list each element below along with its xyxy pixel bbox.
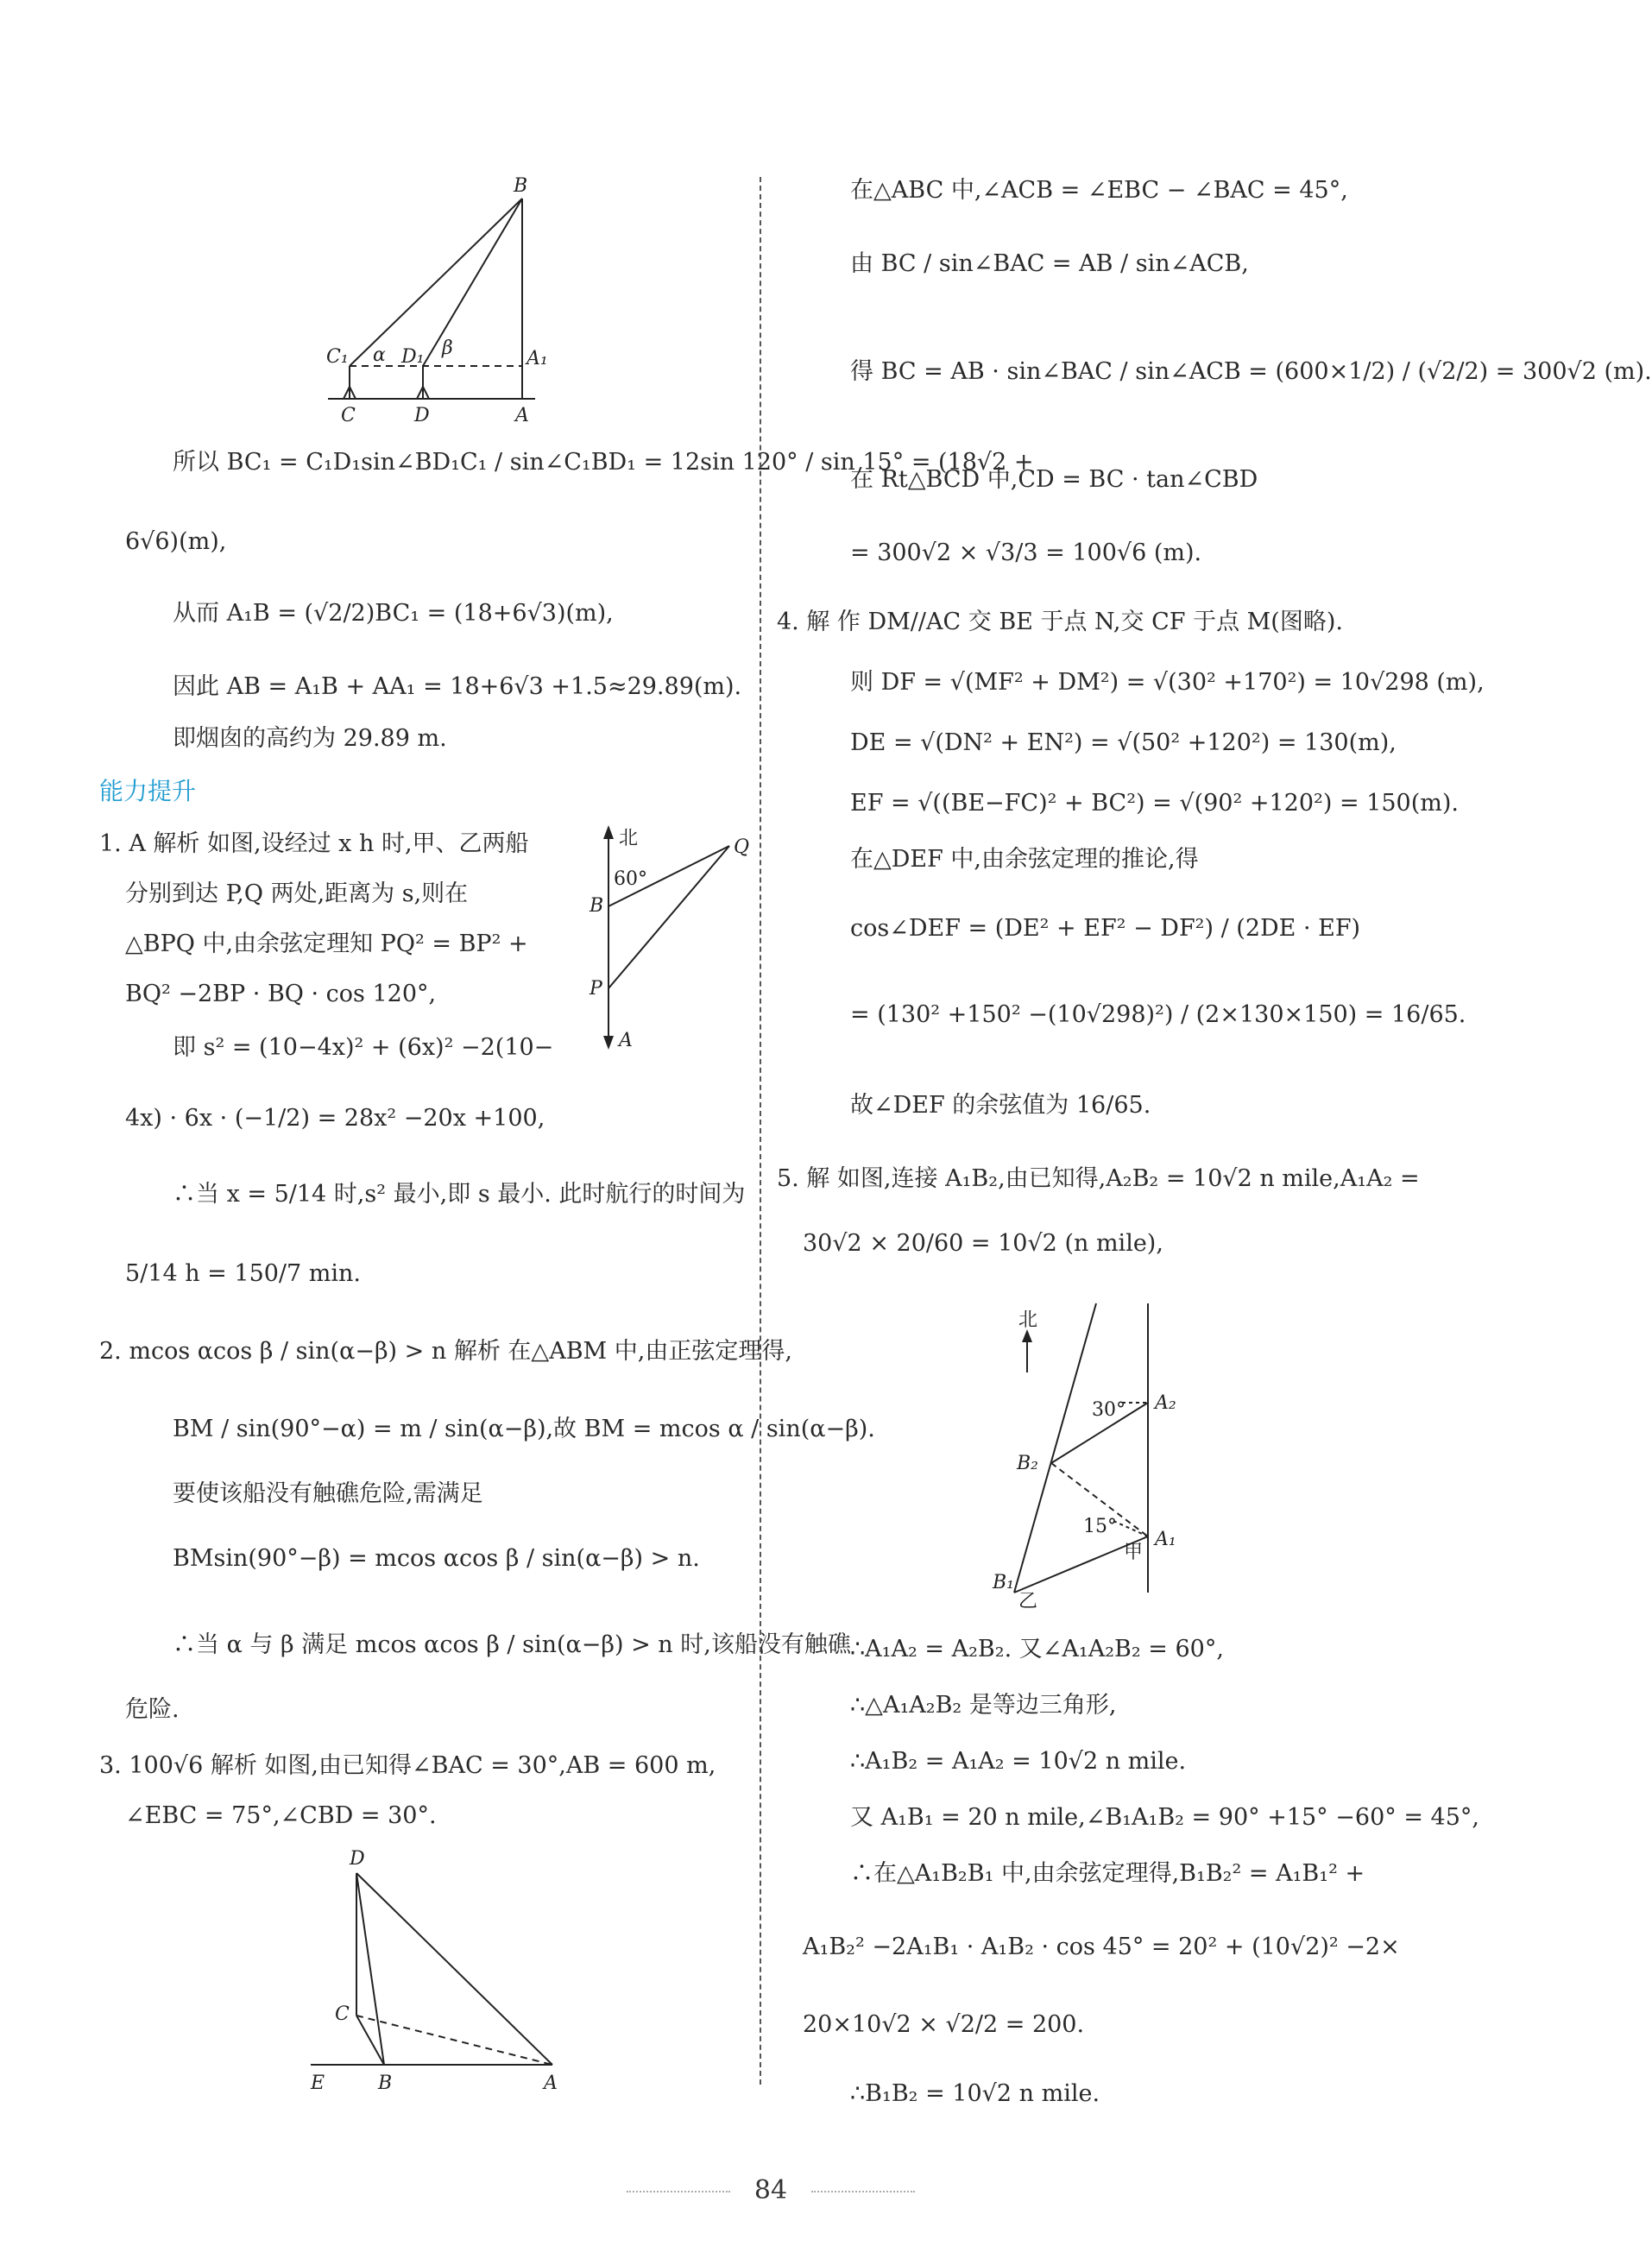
fig4-north-label: 北 xyxy=(1018,1309,1038,1331)
text-r8: DE = √(DN² + EN²) = √(50² +120²) = 130(m), xyxy=(850,729,1397,756)
text-l2: 6√6)(m), xyxy=(125,528,227,555)
text-q1-g: ∴当 x = 5/14 时,s² 最小,即 s 最小. 此时航行的时间为 xyxy=(173,1181,746,1208)
fig2-label-A: A xyxy=(619,1030,633,1051)
text-q1-h: 5/14 h = 150/7 min. xyxy=(125,1260,361,1287)
text-r13: 故∠DEF 的余弦值为 16/65. xyxy=(850,1092,1151,1119)
text-q1-f: 4x) · 6x · (−1/2) = 28x² −20x +100, xyxy=(125,1105,545,1132)
fig2-angle: 60° xyxy=(614,868,647,890)
text-l4: 因此 AB = A₁B + AA₁ = 18+6√3 +1.5≈29.89(m). xyxy=(173,673,742,700)
text-q3-b: ∠EBC = 75°,∠CBD = 30°. xyxy=(125,1802,437,1829)
text-r22: 20×10√2 × √2/2 = 200. xyxy=(803,2011,1085,2038)
text-r4: 在 Rt△BCD 中,CD = BC · tan∠CBD xyxy=(850,466,1258,493)
text-r3: 得 BC = AB · sin∠BAC / sin∠ACB = (600×1/2) / (√2/2) = 300√2 (m). xyxy=(850,358,1652,385)
text-q1-c: △BPQ 中,由余弦定理知 PQ² = BP² + xyxy=(125,931,528,957)
text-r7: 则 DF = √(MF² + DM²) = √(30² +170²) = 10√298 (m), xyxy=(850,669,1485,696)
text-r9: EF = √((BE−FC)² + BC²) = √(90² +120²) = 150(m). xyxy=(850,790,1459,817)
text-r1: 在△ABC 中,∠ACB = ∠EBC − ∠BAC = 45°, xyxy=(850,177,1348,204)
figure-chimney xyxy=(311,173,561,429)
footer-rule-right xyxy=(811,2191,915,2192)
text-r16: ∴A₁A₂ = A₂B₂. 又∠A₁A₂B₂ = 60°, xyxy=(850,1636,1224,1662)
text-l5: 即烟囱的高约为 29.89 m. xyxy=(173,725,447,752)
fig3-label-B: B xyxy=(378,2073,393,2094)
fig2-label-B: B xyxy=(590,895,604,917)
fig1-label-beta: β xyxy=(442,338,453,359)
fig2-label-Q: Q xyxy=(734,836,750,858)
text-q2-e: ∴当 α 与 β 满足 mcos αcos β / sin(α−β) > n 时,该船没有触礁 xyxy=(173,1631,851,1658)
text-r21: A₁B₂² −2A₁B₁ · A₁B₂ · cos 45° = 20² + (10√2)² −2× xyxy=(803,1934,1400,1960)
fig3-label-E: E xyxy=(311,2073,325,2094)
text-r2: 由 BC / sin∠BAC = AB / sin∠ACB, xyxy=(850,250,1249,277)
fig4-label-B1: B₁ xyxy=(993,1572,1014,1593)
text-q2-d: BMsin(90°−β) = mcos αcos β / sin(α−β) > n. xyxy=(173,1545,700,1572)
text-q2-a: 2. mcos αcos β / sin(α−β) > n 解析 在△ABM 中,由正弦定理得, xyxy=(99,1338,792,1365)
text-q2-b: BM / sin(90°−α) = m / sin(α−β),故 BM = mcos α / sin(α−β). xyxy=(173,1416,875,1442)
text-q2-f: 危险. xyxy=(125,1696,180,1723)
figure-ships xyxy=(583,820,764,1059)
text-r14: 5. 解 如图,连接 A₁B₂,由已知得,A₂B₂ = 10√2 n mile,A₁A₂ = xyxy=(777,1165,1420,1192)
text-r18: ∴A₁B₂ = A₁A₂ = 10√2 n mile. xyxy=(850,1748,1187,1775)
text-r5: = 300√2 × √3/3 = 100√6 (m). xyxy=(850,539,1202,566)
page-footer xyxy=(0,2175,1542,2205)
text-l1: 所以 BC₁ = C₁D₁sin∠BD₁C₁ / sin∠C₁BD₁ = 12sin 120° / sin 15° = (18√2 + xyxy=(173,449,1034,476)
fig4-label-jia: 甲 xyxy=(1124,1542,1144,1563)
fig2-north-label: 北 xyxy=(619,828,639,849)
text-q3-a: 3. 100√6 解析 如图,由已知得∠BAC = 30°,AB = 600 m, xyxy=(99,1752,716,1779)
fig4-label-A1: A₁ xyxy=(1155,1529,1176,1550)
fig1-label-A: A xyxy=(515,405,529,426)
text-r15: 30√2 × 20/60 = 10√2 (n mile), xyxy=(803,1230,1163,1257)
fig1-label-B: B xyxy=(514,175,528,197)
text-r12: = (130² +150² −(10√298)²) / (2×130×150) = 16/65. xyxy=(850,1001,1466,1028)
figure-tower xyxy=(302,1847,578,2104)
text-r19: 又 A₁B₁ = 20 n mile,∠B₁A₁B₂ = 90° +15° −60° = 45°, xyxy=(850,1804,1479,1831)
text-q2-c: 要使该船没有触礁危险,需满足 xyxy=(173,1480,483,1507)
figure-navigation xyxy=(993,1295,1217,1612)
fig1-label-A1: A₁ xyxy=(526,348,548,369)
text-l3: 从而 A₁B = (√2/2)BC₁ = (18+6√3)(m), xyxy=(173,600,614,627)
fig4-label-yi: 乙 xyxy=(1018,1591,1038,1612)
fig2-label-P: P xyxy=(590,978,602,1000)
fig1-label-D: D xyxy=(414,405,430,426)
text-r6: 4. 解 作 DM//AC 交 BE 于点 N,交 CF 于点 M(图略). xyxy=(777,609,1343,635)
text-q1-b: 分别到达 P,Q 两处,距离为 s,则在 xyxy=(125,880,469,907)
fig4-label-A2: A₂ xyxy=(1155,1392,1176,1414)
fig1-label-C1: C₁ xyxy=(326,346,349,368)
section-heading: 能力提升 xyxy=(99,777,197,805)
fig4-label-B2: B₂ xyxy=(1017,1453,1038,1474)
fig4-angle-15: 15° xyxy=(1083,1516,1117,1537)
text-r11: cos∠DEF = (DE² + EF² − DF²) / (2DE · EF) xyxy=(850,915,1361,942)
text-r20: ∴在△A₁B₂B₁ 中,由余弦定理得,B₁B₂² = A₁B₁² + xyxy=(850,1860,1365,1887)
fig4-angle-30: 30° xyxy=(1092,1399,1126,1421)
fig1-label-C: C xyxy=(341,405,356,426)
footer-rule-left xyxy=(627,2191,730,2192)
text-q1-e: 即 s² = (10−4x)² + (6x)² −2(10− xyxy=(173,1034,554,1061)
fig3-label-A: A xyxy=(544,2073,558,2094)
fig1-label-D1: D₁ xyxy=(401,346,425,368)
fig3-label-C: C xyxy=(335,2003,350,2025)
column-divider xyxy=(760,177,761,2085)
page-number: 84 xyxy=(753,2175,788,2205)
text-r23: ∴B₁B₂ = 10√2 n mile. xyxy=(850,2080,1100,2107)
text-q1-a: 1. A 解析 如图,设经过 x h 时,甲、乙两船 xyxy=(99,830,529,857)
text-q1-d: BQ² −2BP · BQ · cos 120°, xyxy=(125,981,437,1007)
fig1-label-alpha: α xyxy=(373,344,386,366)
text-r10: 在△DEF 中,由余弦定理的推论,得 xyxy=(850,846,1199,873)
fig3-label-D: D xyxy=(350,1848,365,1870)
text-r17: ∴△A₁A₂B₂ 是等边三角形, xyxy=(850,1692,1117,1719)
